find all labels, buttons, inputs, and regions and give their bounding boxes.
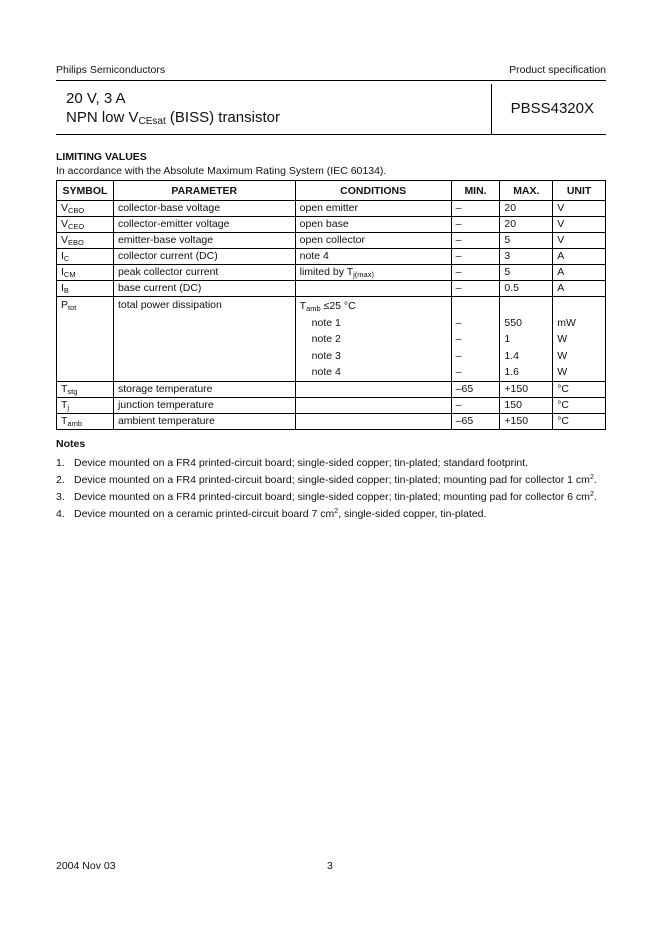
max-cell: 550 1 1.4 1.6 xyxy=(500,297,553,382)
note-item: 3. Device mounted on a FR4 printed-circuit board; single-sided copper; tin-plated; mounting pad for collector 6 $cm^2$. xyxy=(56,491,597,503)
table-row xyxy=(57,249,606,265)
parameter-cell: collector-emitter voltage xyxy=(113,217,295,233)
parameter-cell: ambient temperature xyxy=(113,413,295,429)
document-title xyxy=(66,89,280,131)
max-cell: +150 xyxy=(500,413,553,429)
max-cell: 5 xyxy=(500,265,553,281)
parameter-cell: collector current (DC) xyxy=(113,249,295,265)
min-cell: –65 xyxy=(451,381,500,397)
unit-cell: V xyxy=(553,217,606,233)
header-divider xyxy=(56,80,606,81)
unit-cell: °C xyxy=(553,397,606,413)
min-cell: – xyxy=(451,397,500,413)
max-cell: 20 xyxy=(500,217,553,233)
symbol-cell: $T_{amb}$ xyxy=(57,413,114,429)
unit-cell: A xyxy=(553,249,606,265)
max-cell: 20 xyxy=(500,201,553,217)
unit-cell: °C xyxy=(553,413,606,429)
parameter-cell: peak collector current xyxy=(113,265,295,281)
max-cell: 0.5 xyxy=(500,281,553,297)
footer-date: 2004 Nov 03 xyxy=(56,860,116,872)
ptot-condition: $T_{amb} \le 25$ °C xyxy=(299,300,356,313)
title-line-1: 20 V, 3 A xyxy=(66,90,126,107)
min-cell: – xyxy=(451,265,500,281)
min-cell: – xyxy=(451,249,500,265)
ptot-note: note 4 xyxy=(311,366,341,378)
unit-cell: °C xyxy=(553,381,606,397)
conditions-cell: note 4 xyxy=(295,249,451,265)
min-cell: – xyxy=(451,217,500,233)
header-unit: UNIT xyxy=(553,181,606,201)
table-row-ptot xyxy=(57,297,606,382)
unit-cell: V xyxy=(553,201,606,217)
note-item: 1. Device mounted on a FR4 printed-circuit board; single-sided copper; tin-plated; standard footprint. xyxy=(56,457,529,469)
parameter-cell: emitter-base voltage xyxy=(113,233,295,249)
parameter-cell: storage temperature xyxy=(113,381,295,397)
table-row xyxy=(57,265,606,281)
conditions-cell xyxy=(295,281,451,297)
unit-cell: mW W W W xyxy=(553,297,606,382)
title-divider xyxy=(491,84,492,134)
max-cell: 5 xyxy=(500,233,553,249)
title-box xyxy=(56,84,606,135)
conditions-cell xyxy=(295,397,451,413)
header-company: Philips Semiconductors xyxy=(56,64,166,76)
header-doc-type: Product specification xyxy=(509,64,606,76)
conditions-cell: open collector xyxy=(295,233,451,249)
parameter-cell: junction temperature xyxy=(113,397,295,413)
header-conditions: CONDITIONS xyxy=(295,181,451,201)
table-header-row xyxy=(57,181,606,201)
section-title: LIMITING VALUES xyxy=(56,151,147,163)
header-parameter: PARAMETER xyxy=(113,181,295,201)
min-cell: – – – – xyxy=(451,297,500,382)
symbol-cell: $I_B$ xyxy=(57,281,114,297)
ptot-note: note 3 xyxy=(311,349,341,362)
unit-cell: A xyxy=(553,265,606,281)
note-item: 2. Device mounted on a FR4 printed-circuit board; single-sided copper; tin-plated; mounting pad for collector 1 $cm^2$. xyxy=(56,474,597,486)
symbol-cell: $I_{CM}$ xyxy=(57,265,114,281)
max-cell: 3 xyxy=(500,249,553,265)
footer-page-number: 3 xyxy=(327,860,333,872)
conditions-cell: open emitter xyxy=(295,201,451,217)
conditions-cell: limited by $T_{j(max)}$ xyxy=(295,265,451,281)
max-cell: 150 xyxy=(500,397,553,413)
symbol-cell: $T_j$ xyxy=(57,397,114,413)
table-row xyxy=(57,233,606,249)
table-row xyxy=(57,281,606,297)
header-symbol: SYMBOL xyxy=(57,181,114,201)
conditions-cell xyxy=(295,381,451,397)
symbol-cell: $V_{CEO}$ xyxy=(57,217,114,233)
table-row xyxy=(57,201,606,217)
unit-cell: V xyxy=(553,233,606,249)
conditions-cell: open base xyxy=(295,217,451,233)
parameter-cell: total power dissipation xyxy=(113,297,295,382)
parameter-cell: collector-base voltage xyxy=(113,201,295,217)
note-item: 4. Device mounted on a ceramic printed-circuit board 7 $cm^2$, single-sided copper, tin-plated. xyxy=(56,508,487,520)
unit-cell: A xyxy=(553,281,606,297)
header-max: MAX. xyxy=(500,181,553,201)
title-line-2-prefix: NPN low V xyxy=(66,109,139,126)
title-line-2 xyxy=(66,108,280,131)
header-min: MIN. xyxy=(451,181,500,201)
conditions-cell xyxy=(295,297,451,382)
table-row xyxy=(57,217,606,233)
ptot-note: note 1 xyxy=(311,316,341,329)
ptot-note: note 2 xyxy=(311,333,341,345)
symbol-cell: $V_{EBO}$ xyxy=(57,233,114,249)
limiting-values-table xyxy=(56,180,606,430)
table-row xyxy=(57,381,606,397)
symbol-cell: $I_C$ xyxy=(57,249,114,265)
conditions-cell xyxy=(295,413,451,429)
max-cell: +150 xyxy=(500,381,553,397)
section-subtitle: In accordance with the Absolute Maximum Rating System (IEC 60134). xyxy=(56,165,387,177)
min-cell: – xyxy=(451,281,500,297)
symbol-cell: $P_{tot}$ xyxy=(57,297,114,382)
part-number: PBSS4320X xyxy=(510,100,594,117)
title-line-2-sub: CEsat xyxy=(138,116,166,127)
symbol-cell: $V_{CBO}$ xyxy=(57,201,114,217)
min-cell: – xyxy=(451,201,500,217)
min-cell: – xyxy=(451,233,500,249)
parameter-cell: base current (DC) xyxy=(113,281,295,297)
min-cell: –65 xyxy=(451,413,500,429)
table-row xyxy=(57,397,606,413)
title-line-2-suffix: (BISS) transistor xyxy=(165,109,280,126)
notes-title: Notes xyxy=(56,438,86,450)
symbol-cell: $T_{stg}$ xyxy=(57,381,114,397)
table-row xyxy=(57,413,606,429)
